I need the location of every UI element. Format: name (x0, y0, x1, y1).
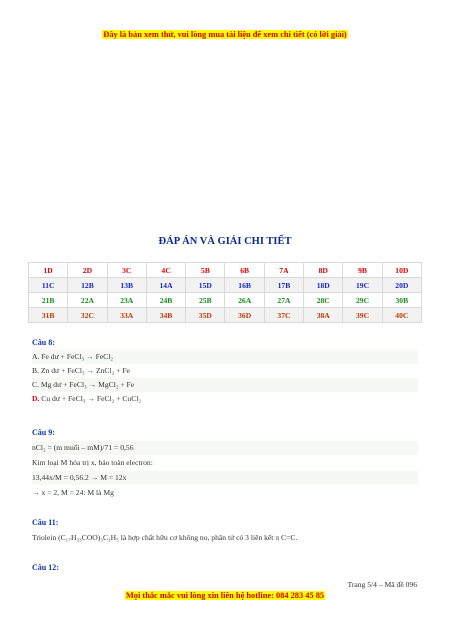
question-8-option-d-text: Cu dư + FeCl₃ → FeCl₂ + CuCl₂ (39, 394, 142, 403)
answer-cell: 23A (107, 293, 146, 308)
answer-cell: 7A (264, 263, 303, 278)
answer-cell: 20D (382, 278, 421, 293)
answer-cell: 33A (107, 308, 146, 323)
page-number: Trang 5/4 – Mã đề 096 (347, 580, 417, 589)
answer-cell: 14A (146, 278, 185, 293)
answer-cell: 31B (29, 308, 68, 323)
answer-cell: 3C (107, 263, 146, 278)
question-11-heading: Câu 11: (32, 518, 59, 527)
section-title: ĐÁP ÁN VÀ GIẢI CHI TIẾT (158, 236, 292, 247)
hotline-banner-text: Mọi thắc mắc vui lòng xin liên hệ hotline: 084 283 45 85 (125, 591, 325, 600)
answer-cell: 35D (186, 308, 225, 323)
answer-cell: 26A (225, 293, 264, 308)
answer-cell: 10D (382, 263, 421, 278)
answer-row (29, 263, 422, 278)
answer-cell: 15D (186, 278, 225, 293)
question-11-line-1: Triolein (C₁₇H₃₃COO)₃C₃H₅ là hợp chất hữu cơ không no, phân tử có 3 liên kết π C=C. (32, 533, 298, 542)
answer-cell: 12B (68, 278, 107, 293)
answer-cell: 39C (343, 308, 382, 323)
question-9-line-3: 13,44x/M = 0,56.2 → M = 12x (32, 471, 418, 485)
hotline-banner (0, 591, 450, 600)
answer-cell: 13B (107, 278, 146, 293)
answer-cell: 28C (304, 293, 343, 308)
question-8-heading: Câu 8: (32, 338, 55, 347)
answer-cell: 2D (68, 263, 107, 278)
answer-cell: 25B (186, 293, 225, 308)
preview-banner-text: Đây là bản xem thử, vui lòng mua tài liệu để xem chi tiết (có lời giải) (103, 30, 347, 39)
answer-cell: 5B (186, 263, 225, 278)
answer-table (28, 262, 422, 323)
answer-cell: 36D (225, 308, 264, 323)
question-9-line-4: → x = 2, M = 24: M là Mg (32, 488, 114, 497)
answer-row (29, 308, 422, 323)
question-8-option-c: C. Mg dư + FeCl₃ → MgCl₂ + Fe (32, 378, 418, 392)
answer-cell: 34B (146, 308, 185, 323)
answer-cell: 17B (264, 278, 303, 293)
answer-cell: 29C (343, 293, 382, 308)
question-8-option-b: B. Zn dư + FeCl₃ → ZnCl₂ + Fe (32, 366, 130, 375)
question-9-line-2: Kim loại M hóa trị x, bảo toàn electron: (32, 458, 153, 467)
answer-cell: 19C (343, 278, 382, 293)
preview-banner (0, 30, 450, 39)
answer-cell: 30B (382, 293, 421, 308)
answer-cell: 27A (264, 293, 303, 308)
question-8-option-a: A. Fe dư + FeCl₃ → FeCl₂ (32, 350, 418, 364)
answer-cell: 8D (304, 263, 343, 278)
answer-cell: 1D (29, 263, 68, 278)
answer-row (29, 278, 422, 293)
answer-cell: 4C (146, 263, 185, 278)
answer-row (29, 293, 422, 308)
answer-cell: 16B (225, 278, 264, 293)
answer-cell: 6B (225, 263, 264, 278)
correct-answer-letter: D. (32, 394, 40, 403)
question-9-heading: Câu 9: (32, 428, 55, 437)
question-8-option-d (32, 392, 418, 406)
answer-cell: 9B (343, 263, 382, 278)
answer-cell: 38A (304, 308, 343, 323)
question-9-line-1: nCl₂ = (m muối – mM)/71 = 0,56 (32, 441, 418, 455)
answer-cell: 37C (264, 308, 303, 323)
answer-cell: 40C (382, 308, 421, 323)
answer-cell: 18D (304, 278, 343, 293)
answer-cell: 22A (68, 293, 107, 308)
answer-cell: 24B (146, 293, 185, 308)
answer-cell: 32C (68, 308, 107, 323)
answer-cell: 11C (29, 278, 68, 293)
question-12-heading: Câu 12: (32, 563, 59, 572)
answer-cell: 21B (29, 293, 68, 308)
